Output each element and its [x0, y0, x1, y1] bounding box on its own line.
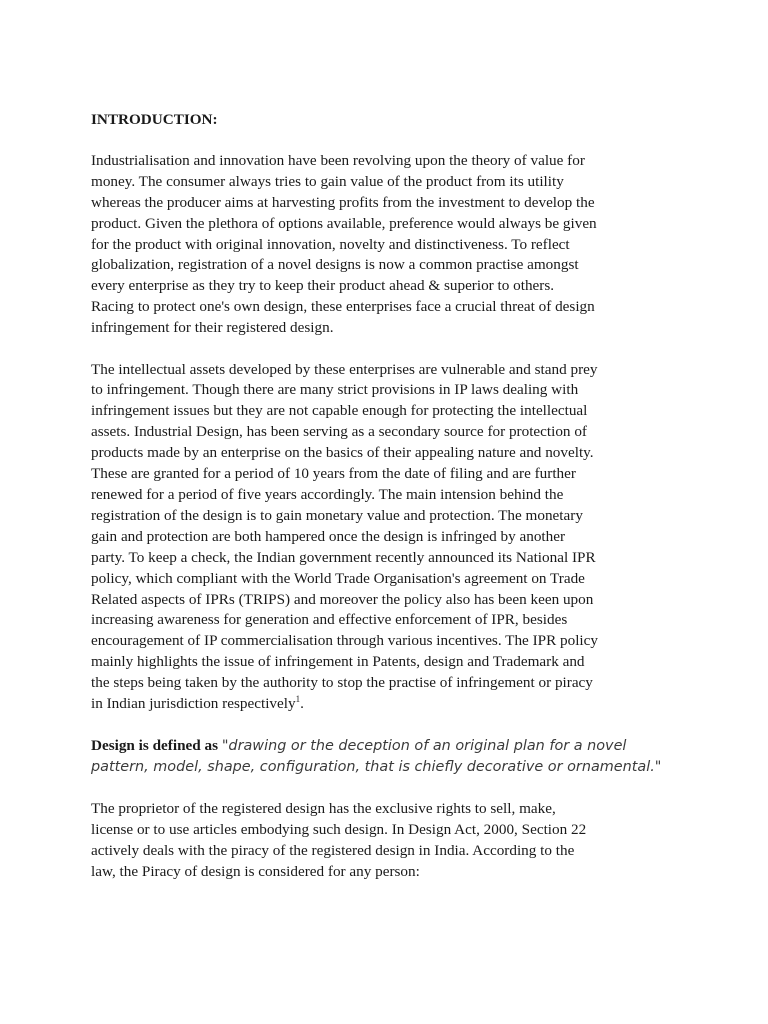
paragraph-line: law, the Piracy of design is considered for any person: [91, 862, 420, 880]
paragraph-line: encouragement of IP commercialisation through various incentives. The IPR policy [91, 632, 598, 650]
ip-assets-paragraph [91, 360, 691, 715]
paragraph-line: gain and protection are both hampered once the design is infringed by another [91, 527, 566, 545]
paragraph-last-line-period: . [300, 695, 304, 713]
paragraph-line: whereas the producer aims at harvesting profits from the investment to develop the [91, 193, 595, 211]
paragraph-line: policy, which compliant with the World Trade Organisation's agreement on Trade [91, 569, 585, 587]
footnote-marker: 1 [295, 694, 301, 704]
document-page [91, 110, 691, 903]
proprietor-paragraph [91, 799, 691, 883]
paragraph-line: products made by an enterprise on the basics of their appealing nature and novelty. [91, 444, 594, 462]
paragraph-line: the steps being taken by the authority to stop the practise of infringement or piracy [91, 674, 593, 692]
paragraph-line: The intellectual assets developed by these enterprises are vulnerable and stand prey [91, 360, 598, 378]
intro-paragraph [91, 151, 691, 339]
definition-line-1 [91, 735, 691, 757]
paragraph-line: infringement issues but they are not capable enough for protecting the intellectual [91, 402, 588, 420]
paragraph-line: license or to use articles embodying such design. In Design Act, 2000, Section 22 [91, 820, 587, 838]
paragraph-line: These are granted for a period of 10 years from the date of filing and are further [91, 465, 576, 483]
paragraph-line: to infringement. Though there are many strict provisions in IP laws dealing with [91, 381, 579, 399]
paragraph-line: increasing awareness for generation and effective enforcement of IPR, besides [91, 611, 568, 629]
paragraph-line: globalization, registration of a novel designs is now a common practise amongst [91, 256, 579, 274]
paragraph-line: for the product with original innovation, novelty and distinctiveness. To reflect [91, 235, 570, 253]
paragraph-line: The proprietor of the registered design has the exclusive rights to sell, make, [91, 799, 556, 817]
paragraph-line: renewed for a period of five years accordingly. The main intension behind the [91, 486, 564, 503]
definition-lead: Design is defined as [91, 737, 219, 755]
paragraph-line: every enterprise as they try to keep their product ahead & superior to others. [91, 277, 555, 295]
paragraph-line: Related aspects of IPRs (TRIPS) and moreover the policy also has been keen upon [91, 590, 594, 608]
paragraph-last-line-text: in Indian jurisdiction respectively [91, 695, 296, 713]
section-heading: INTRODUCTION: [91, 111, 218, 128]
paragraph-line: assets. Industrial Design, has been serving as a secondary source for protection of [91, 423, 587, 441]
paragraph-line: Industrialisation and innovation have been revolving upon the theory of value for [91, 151, 585, 169]
paragraph-line: product. Given the plethora of options available, preference would always be given [91, 214, 597, 232]
paragraph-line: registration of the design is to gain monetary value and protection. The monetary [91, 506, 583, 524]
paragraph-line: actively deals with the piracy of the registered design in India. According to the [91, 841, 575, 859]
definition-quote-part-2: pattern, model, shape, configuration, that is chiefly decorative or ornamental." [91, 759, 662, 776]
paragraph-line: mainly highlights the issue of infringement in Patents, design and Trademark and [91, 653, 585, 671]
paragraph-line: party. To keep a check, the Indian government recently announced its National IPR [91, 548, 596, 566]
design-definition [91, 735, 691, 778]
definition-quote-part-1: "drawing or the deception of an original plan for a novel [221, 738, 627, 755]
paragraph-last-line [91, 694, 691, 715]
paragraph-line: Racing to protect one's own design, these enterprises face a crucial threat of design [91, 298, 595, 316]
paragraph-line: infringement for their registered design. [91, 319, 334, 337]
paragraph-line: money. The consumer always tries to gain value of the product from its utility [91, 172, 564, 190]
